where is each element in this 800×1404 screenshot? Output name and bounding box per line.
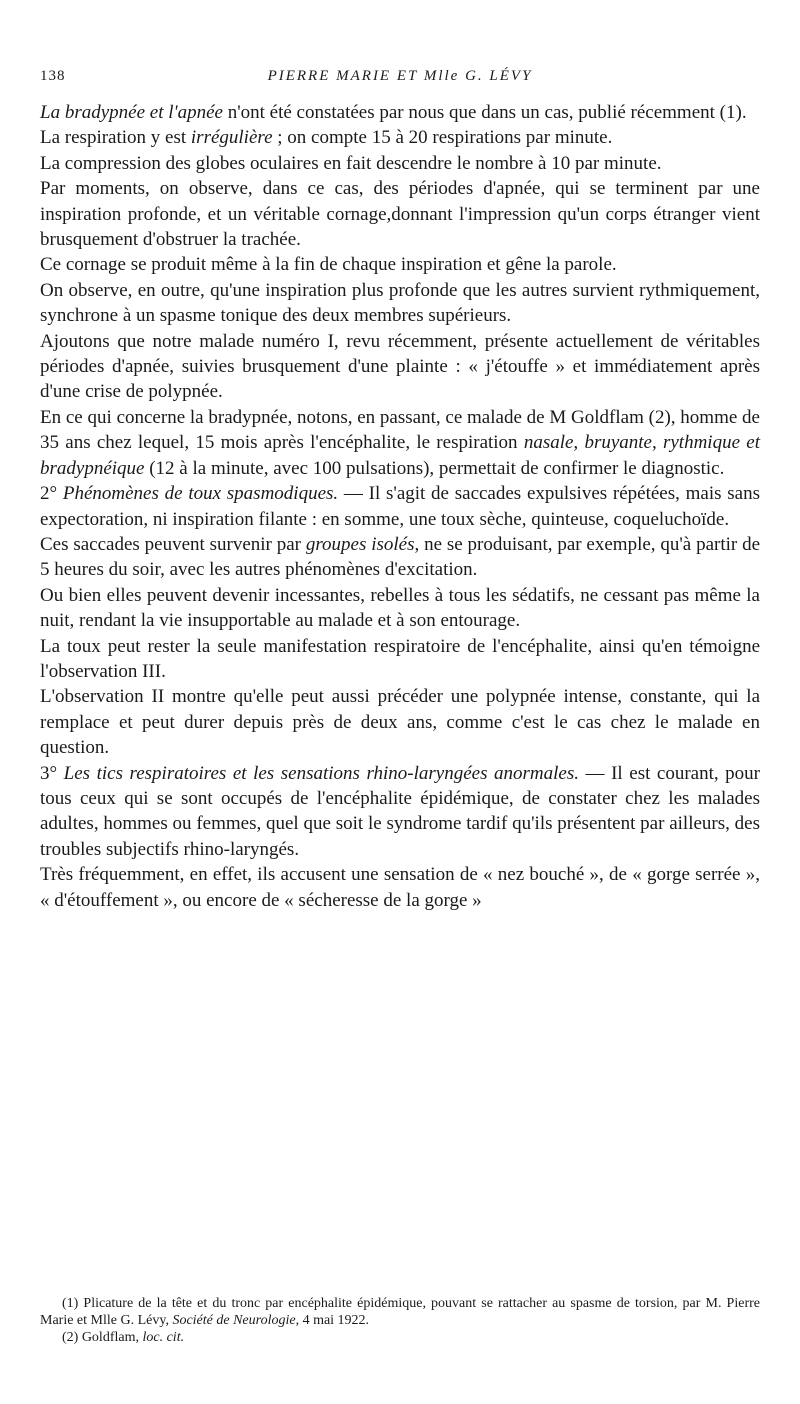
text-run: La respiration y est [40,127,191,149]
paragraph [40,151,760,176]
paragraph [40,583,760,634]
text-run: ; on compte 15 à 20 respirations par minute. [272,127,613,149]
italic-run: Phénomènes de toux spasmodiques. [62,483,339,505]
paragraph [40,862,760,913]
text-run: (1) Plicature de la tête et du tronc par encéphalite épidémique, pouvant se rattacher au spasme de torsion, par M. Pierre Marie et Mlle G. Lévy, [40,1296,760,1328]
text-run: On observe, en outre, qu'une inspiration plus profonde que les autres survient rythmiquement, synchrone à un spasme tonique des deux membres supérieurs. [40,279,760,327]
text-run: — Il est courant, pour tous ceux qui se sont occupés de l'encéphalite épidémique, de constater chez les malades adultes, hommes ou femmes, quel que soit le syndrome tardif qu'ils présentent par ailleurs, des troubles subjectifs rhino-laryngés. [40,762,761,860]
text-run: Par moments, on observe, dans ce cas, des périodes d'apnée, qui se terminent par une inspiration profonde, et un véritable cornage,donnant l'impression qu'un corps étranger vient brusquement d'obstruer la trachée. [40,178,760,251]
text-run: 3° [40,762,64,784]
paragraph [40,532,760,583]
paragraph [40,100,760,125]
running-title: PIERRE MARIE ET Mlle G. LÉVY [267,68,533,84]
text-run: n'ont été constatées par nous que dans un cas, publié récemment (1). [222,102,747,123]
text-run: (12 à la minute, avec 100 pulsations), permettait de confirmer le diagnostic. [144,457,725,479]
italic-run: Les tics respiratoires et les sensations rhino-laryngées anormales. [63,762,580,784]
paragraph [40,125,760,150]
text-run: , ne se produisant, par exemple, qu'à partir de 5 heures du soir, avec les autres phénomènes d'excitation. [40,533,760,581]
paragraph [40,329,760,405]
paragraph [40,176,760,252]
paragraph [40,252,760,277]
text-run: Ajoutons que notre malade numéro I, revu récemment, présente actuellement de véritables périodes d'apnée, suivies brusquement d'une plainte : « j'étouffe » et immédiatement après d'une crise de polypnée. [40,330,760,403]
text-run: La compression des globes oculaires en fait descendre le nombre à 10 par minute. [40,152,662,174]
italic-run: La bradypnée et l'apnée [40,102,223,123]
paragraph [40,684,760,760]
text-run: Ou bien elles peuvent devenir incessantes, rebelles à tous les sédatifs, ne cessant pas même la nuit, rendant la vie insupportable au malade et à son entourage. [40,584,760,632]
text-run: Ce cornage se produit même à la fin de chaque inspiration et gêne la parole. [40,254,617,276]
paragraph [40,761,760,863]
text-run: (2) Goldflam, [62,1330,143,1345]
italic-run: groupes isolés [305,533,415,555]
page-number: 138 [40,68,66,84]
footnote [40,1295,760,1329]
text-run: 2° [40,483,63,505]
italic-run: nasale, bruyante, rythmique et bradypnéique [40,432,760,479]
text-run: — Il s'agit de saccades expulsives répétées, mais sans expectoration, ni inspiration filante : en somme, une toux sèche, quinteuse, coqueluchoïde. [40,483,760,530]
italic-run: loc. cit. [142,1330,185,1345]
paragraph [40,278,760,329]
paragraph [40,634,760,685]
text-run: Très fréquemment, en effet, ils accusent une sensation de « nez bouché », de « gorge serrée », « d'étouffement », ou encore de « sécheresse de la gorge » [40,864,760,911]
paragraph [40,405,760,481]
paragraph [40,481,760,532]
running-header [40,68,760,92]
text-run: La toux peut rester la seule manifestation respiratoire de l'encéphalite, ainsi qu'en témoigne l'observation III. [40,635,760,682]
footnotes [40,1295,760,1346]
italic-run: Société de Neurologie [172,1313,296,1328]
body-text [40,100,760,913]
text-run: , 4 mai 1922. [295,1313,370,1328]
text-run: L'observation II montre qu'elle peut aussi précéder une polypnée intense, constante, qui la remplace et peut durer depuis près de deux ans, comme c'est le cas chez le malade en question. [40,686,760,759]
text-run: En ce qui concerne la bradypnée, notons, en passant, ce malade de M Goldflam (2), homme de 35 ans chez lequel, 15 mois après l'encéphalite, le respiration [40,406,760,454]
text-run: Ces saccades peuvent survenir par [40,533,306,555]
italic-run: irrégulière [190,127,273,149]
footnote [40,1329,760,1346]
